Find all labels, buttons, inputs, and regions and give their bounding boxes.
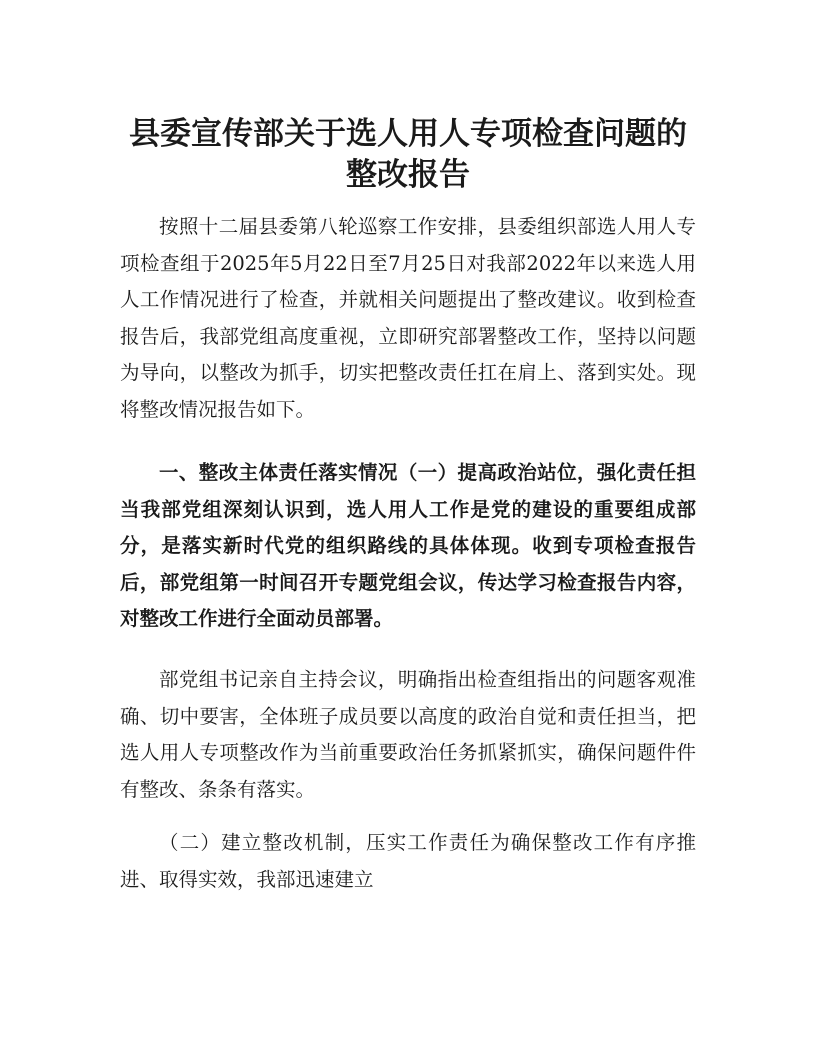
paragraph-intro: 按照十二届县委第八轮巡察工作安排，县委组织部选人用人专项检查组于2025年5月22日至7月25日对我部2022年以来选人用人工作情况进行了检查，并就相关问题提出了整改建议。收到检查报告后，我部党组高度重视，立即研究部署整改工作，坚持以问题为导向，以整改为抓手，切实把整改责任扛在肩上、落到实处。现将整改情况报告如下。 <box>120 215 696 421</box>
paragraph-section-one-heading: 一、整改主体责任落实情况（一）提高政治站位，强化责任担当我部党组深刻认识到，选人用人工作是党的建设的重要组成部分，是落实新时代党的组织路线的具体体现。收到专项检查报告后，部党组第一时间召开专题党组会议，传达学习检查报告内容，对整改工作进行全面动员部署。 <box>120 461 696 630</box>
document-title: 县委宣传部关于选人用人专项检查问题的整改报告 <box>129 116 687 193</box>
paragraph-party-secretary: 部党组书记亲自主持会议，明确指出检查组指出的问题客观准确、切中要害，全体班子成员要以高度的政治自觉和责任担当，把选人用人专项整改作为当前重要政治任务抓紧抓实，确保问题件件有整改、条条有落实。 <box>120 668 696 801</box>
paragraph-section-two: （二）建立整改机制，压实工作责任为确保整改工作有序推进、取得实效，我部迅速建立 <box>120 831 696 891</box>
